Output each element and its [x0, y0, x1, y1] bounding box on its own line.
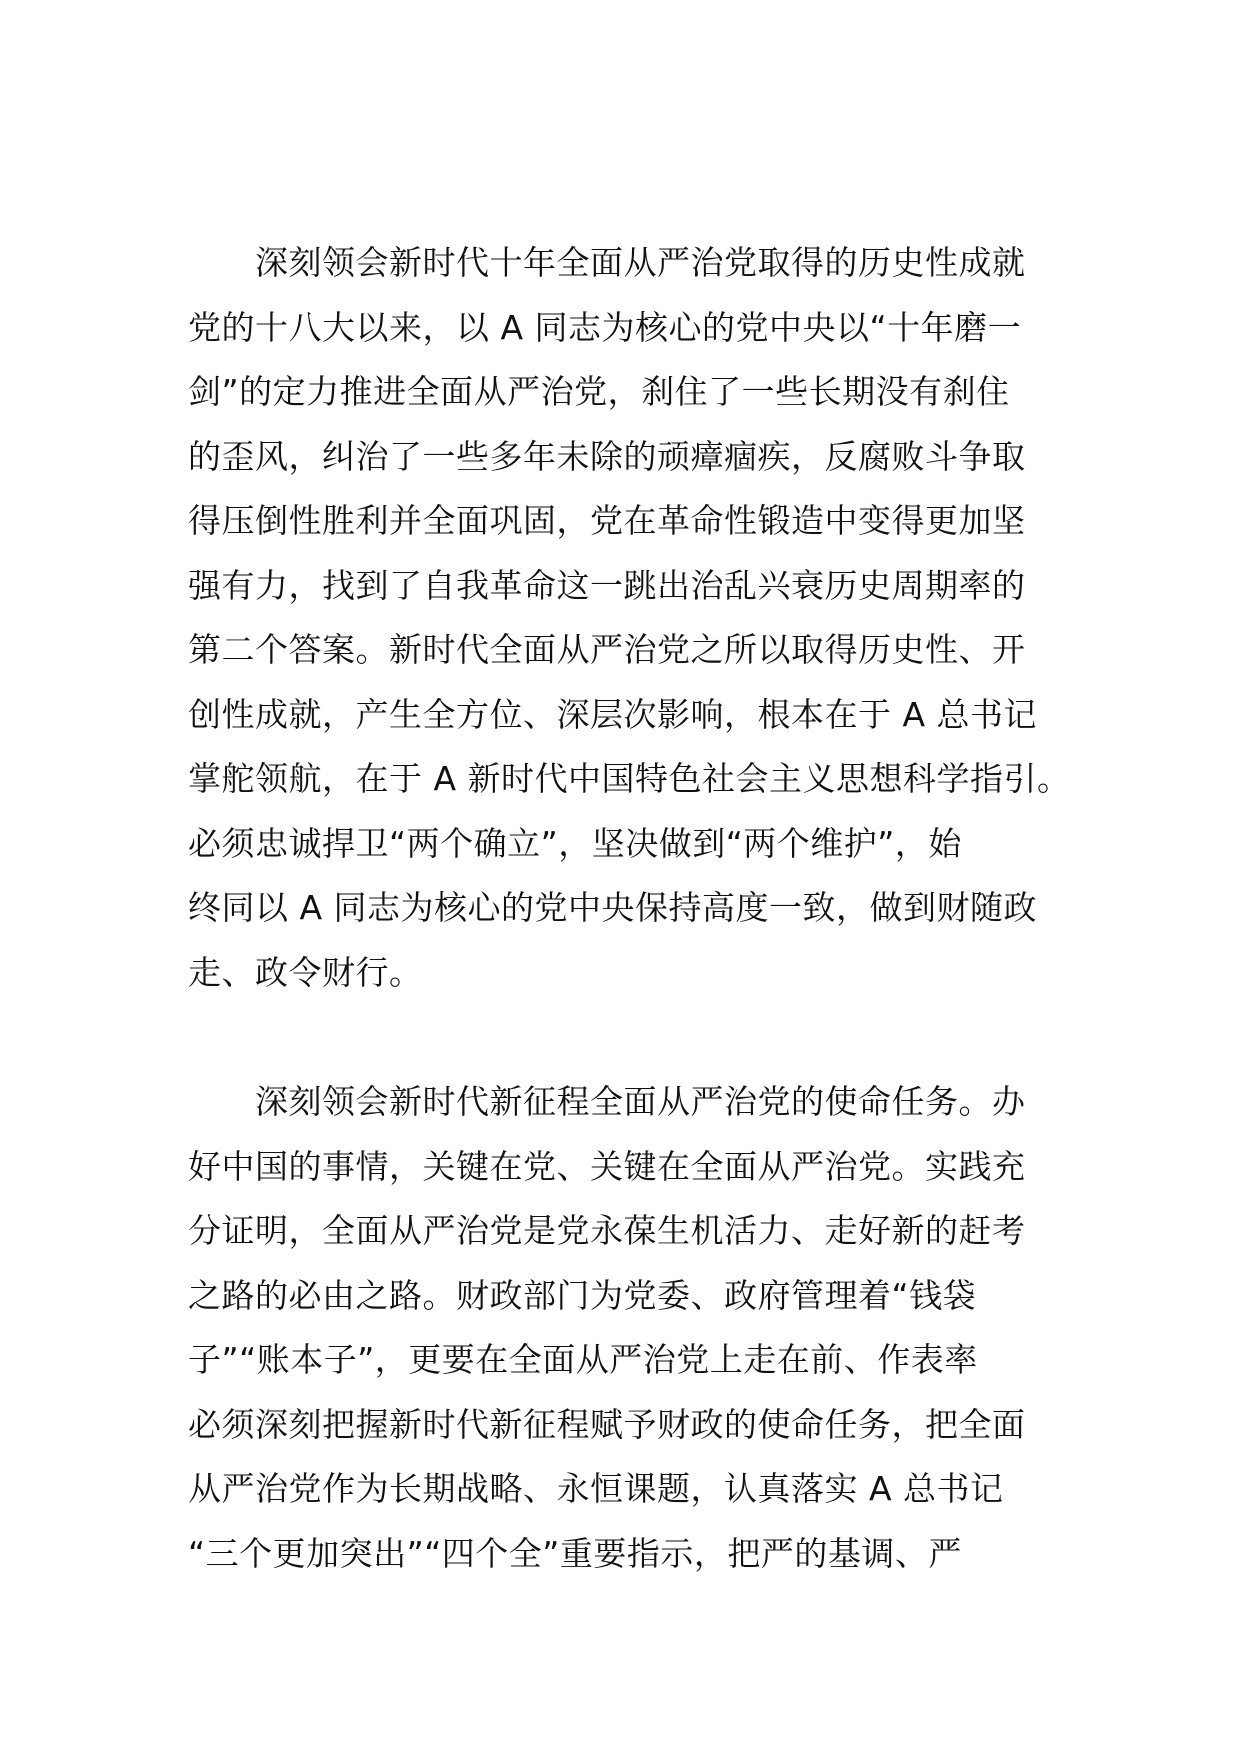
paragraph-line: 之路的必由之路。财政部门为党委、政府管理着“钱袋 — [188, 1275, 977, 1315]
paragraph-line: “三个更加突出”“四个全”重要指示，把严的基调、严 — [188, 1533, 962, 1573]
paragraph-line: 终同以 A 同志为核心的党中央保持高度一致，做到财随政 — [188, 888, 1038, 927]
paragraph-line: 得压倒性胜利并全面巩固，党在革命性锻造中变得更加坚 — [188, 501, 1026, 540]
paragraph-line: 的歪风，纠治了一些多年未除的顽瘴痼疾，反腐败斗争取 — [188, 436, 1026, 476]
paragraph-line: 必须忠诚捍卫“两个确立”，坚决做到“两个维护”，始 — [188, 823, 962, 863]
paragraph-line: 党的十八大以来，以 A 同志为核心的党中央以“十年磨一 — [188, 307, 1022, 347]
paragraph-line: 必须深刻把握新时代新征程赋予财政的使命任务，把全面 — [188, 1404, 1026, 1444]
paragraph-line: 深刻领会新时代新征程全面从严治党的使命任务。办 — [188, 1082, 1026, 1121]
paragraph-line: 子”“账本子”，更要在全面从严治党上走在前、作表率 — [188, 1340, 978, 1379]
paragraph-line: 好中国的事情，关键在党、关键在全面从严治党。实践充 — [188, 1146, 1026, 1186]
paragraph-line: 创性成就，产生全方位、深层次影响，根本在于 A 总书记 — [188, 694, 1038, 734]
paragraph-line: 掌舵领航，在于 A 新时代中国特色社会主义思想科学指引。 — [188, 759, 1071, 798]
paragraph-1 — [188, 231, 1071, 1005]
paragraph-line: 第二个答案。新时代全面从严治党之所以取得历史性、开 — [188, 630, 1026, 669]
paragraph-2 — [188, 1070, 1058, 1586]
paragraph-line: 从严治党作为长期战略、永恒课题，认真落实 A 总书记 — [188, 1469, 1004, 1508]
paragraph-line: 走、政令财行。 — [188, 952, 423, 992]
paragraph-line: 深刻领会新时代十年全面从严治党取得的历史性成就 — [188, 243, 1026, 282]
paragraph-line: 强有力，找到了自我革命这一跳出治乱兴衰历史周期率的 — [188, 565, 1026, 605]
paragraph-line: 分证明，全面从严治党是党永葆生机活力、走好新的赶考 — [188, 1211, 1026, 1250]
paragraph-line: 剑”的定力推进全面从严治党，刹住了一些长期没有刹住 — [188, 372, 1010, 411]
